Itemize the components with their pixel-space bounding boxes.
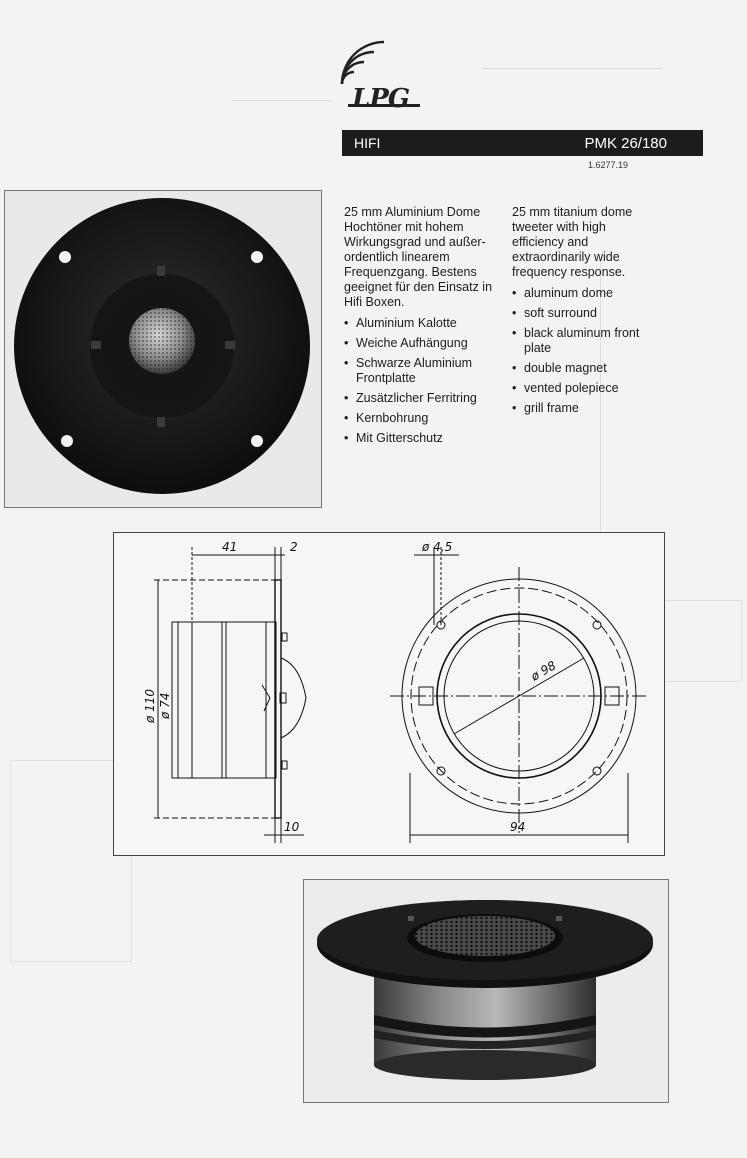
product-header-bar — [342, 130, 703, 156]
list-item: • grill frame — [512, 401, 660, 416]
list-item: • Aluminium Kalotte — [344, 316, 494, 331]
part-code: 1.6277.19 — [588, 160, 629, 170]
opening-diameter-label: ø 98 — [528, 658, 559, 684]
tweeter-front-photo — [4, 190, 322, 508]
german-intro: 25 mm Aluminium Dome Hochtöner mit hohem Wirkungsgrad und außer-ordentlich linearem Frequenzgang. Bestens geeignet für den Einsatz in Hifi Boxen. — [344, 205, 493, 309]
list-item: • Zusätzlicher Ferritring — [344, 391, 494, 406]
list-item: • Mit Gitterschutz — [344, 431, 494, 446]
list-item: • vented polepiece — [512, 381, 660, 396]
list-item: • Schwarze Aluminium Frontplatte — [344, 356, 494, 386]
english-feature-list — [512, 286, 660, 416]
outer-diameter-label: ø 110 — [143, 688, 157, 723]
list-item: • aluminum dome — [512, 286, 660, 301]
inner-diameter-label: ø 74 — [158, 692, 172, 719]
category-label: HIFI — [354, 135, 381, 151]
brand-logo-text: LPG — [352, 84, 410, 114]
model-number: PMK 26/180 — [584, 134, 667, 152]
english-intro: 25 mm titanium dome tweeter with high efficiency and extraordinarily wide frequency response. — [512, 205, 633, 279]
plate-dimension-label: 2 — [290, 540, 298, 554]
english-description — [512, 205, 660, 421]
hole-diameter-label: ø 4,5 — [422, 540, 453, 554]
technical-drawing — [113, 532, 665, 856]
list-item: • double magnet — [512, 361, 660, 376]
depth-dimension-label: 41 — [222, 540, 238, 554]
tweeter-side-photo — [303, 879, 669, 1103]
list-item: • black aluminum front plate — [512, 326, 660, 356]
list-item: • Weiche Aufhängung — [344, 336, 494, 351]
german-feature-list — [344, 316, 494, 446]
mount-offset-label: 10 — [284, 820, 300, 834]
german-description — [344, 205, 494, 451]
list-item: • Kernbohrung — [344, 411, 494, 426]
list-item: • soft surround — [512, 306, 660, 321]
hole-spacing-label: 94 — [510, 820, 526, 834]
